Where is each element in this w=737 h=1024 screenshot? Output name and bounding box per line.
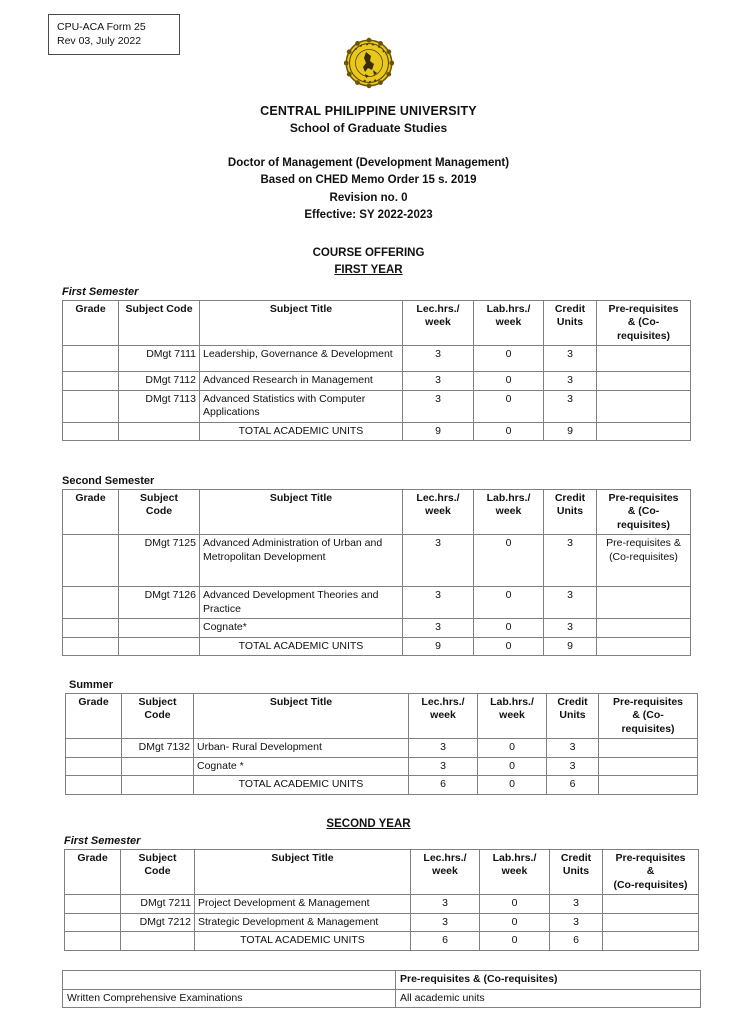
section-first-semester-y2	[64, 835, 699, 951]
col-subject-code: Subject Code	[122, 694, 194, 739]
cell-lec: 3	[403, 535, 474, 587]
cell-prereq	[599, 757, 698, 775]
table-row	[66, 757, 698, 775]
cell-credit: 3	[544, 619, 597, 637]
cell-lec: 3	[403, 390, 474, 422]
col-lab-hours: Lab.hrs./ week	[474, 301, 544, 346]
table-header-row	[63, 301, 691, 346]
cell-lab: 0	[478, 757, 547, 775]
cell-prereq-empty	[599, 776, 698, 794]
cell-lab: 0	[474, 372, 544, 390]
total-credit: 9	[544, 637, 597, 655]
cell-prereq	[597, 372, 691, 390]
total-lec: 6	[411, 932, 480, 950]
cell-title: Strategic Development & Management	[195, 913, 411, 931]
bottom-row-right: All academic units	[396, 989, 701, 1008]
cell-title: Advanced Development Theories and Practice	[200, 587, 403, 619]
cell-grade-empty	[65, 932, 121, 950]
table-total-row	[63, 637, 691, 655]
cell-lab: 0	[480, 895, 550, 913]
section-label: First Semester	[62, 286, 139, 298]
cell-prereq-empty	[597, 422, 691, 440]
form-number: CPU-ACA Form 25	[57, 21, 146, 33]
cell-code: DMgt 7113	[119, 390, 200, 422]
col-lab-hours: Lab.hrs./ week	[474, 490, 544, 535]
cell-prereq-empty	[603, 932, 699, 950]
cell-code-empty	[122, 776, 194, 794]
cell-title: Advanced Statistics with Computer Applications	[200, 390, 403, 422]
total-label: TOTAL ACADEMIC UNITS	[200, 637, 403, 655]
total-label: TOTAL ACADEMIC UNITS	[194, 776, 409, 794]
cell-title: Advanced Research in Management	[200, 372, 403, 390]
total-credit: 9	[544, 422, 597, 440]
university-name: CENTRAL PHILIPPINE UNIVERSITY	[260, 104, 477, 118]
table-row	[66, 739, 698, 757]
table-header-row	[63, 971, 701, 990]
cell-code	[119, 619, 200, 637]
cell-grade	[63, 346, 119, 372]
table-row	[63, 587, 691, 619]
col-lec-hours: Lec.hrs./ week	[409, 694, 478, 739]
col-subject-title: Subject Title	[195, 850, 411, 895]
cell-lec: 3	[403, 372, 474, 390]
total-lec: 9	[403, 637, 474, 655]
revision-number: Revision no. 0	[329, 191, 408, 204]
col-subject-code: Subject Code	[121, 850, 195, 895]
cell-code-empty	[121, 932, 195, 950]
second-year-heading: SECOND YEAR	[326, 818, 411, 830]
cell-code-empty	[119, 637, 200, 655]
cell-grade	[65, 895, 121, 913]
table-total-row	[65, 932, 699, 950]
cell-code-empty	[119, 422, 200, 440]
section-label: Second Semester	[62, 475, 155, 487]
col-lec-hours: Lec.hrs./ week	[403, 301, 474, 346]
table-header-row	[65, 850, 699, 895]
col-subject-title: Subject Title	[194, 694, 409, 739]
effectivity: Effective: SY 2022-2023	[304, 209, 433, 222]
cell-prereq	[603, 895, 699, 913]
cell-credit: 3	[550, 913, 603, 931]
total-lab: 0	[478, 776, 547, 794]
col-subject-title: Subject Title	[200, 301, 403, 346]
cell-prereq	[603, 913, 699, 931]
cell-credit: 3	[547, 739, 599, 757]
cell-title: Project Development & Management	[195, 895, 411, 913]
cell-grade	[63, 619, 119, 637]
cell-lab: 0	[474, 346, 544, 372]
table-row	[63, 619, 691, 637]
total-lab: 0	[474, 422, 544, 440]
col-grade: Grade	[63, 301, 119, 346]
cell-lec: 3	[411, 895, 480, 913]
cell-grade	[63, 587, 119, 619]
cell-title: Urban- Rural Development	[194, 739, 409, 757]
col-subject-title: Subject Title	[200, 490, 403, 535]
table-row	[65, 895, 699, 913]
cell-prereq: Pre-requisites & (Co-requisites)	[597, 535, 691, 587]
cell-prereq	[599, 739, 698, 757]
col-lab-hours: Lab.hrs./ week	[480, 850, 550, 895]
cell-title: Leadership, Governance & Development	[200, 346, 403, 372]
cell-lec: 3	[403, 587, 474, 619]
cell-code: DMgt 7212	[121, 913, 195, 931]
table-row	[63, 390, 691, 422]
cell-credit: 3	[547, 757, 599, 775]
cell-credit: 3	[544, 390, 597, 422]
cell-grade	[65, 913, 121, 931]
cell-lab: 0	[474, 587, 544, 619]
total-label: TOTAL ACADEMIC UNITS	[200, 422, 403, 440]
col-credit-units: Credit Units	[550, 850, 603, 895]
col-prerequisites: Pre-requisites & (Co- requisites)	[599, 694, 698, 739]
cell-grade-empty	[63, 637, 119, 655]
cell-lec: 3	[409, 739, 478, 757]
cell-lec: 3	[411, 913, 480, 931]
col-grade: Grade	[63, 490, 119, 535]
cell-code: DMgt 7112	[119, 372, 200, 390]
cell-prereq	[597, 619, 691, 637]
cell-prereq-empty	[597, 637, 691, 655]
cell-credit: 3	[544, 372, 597, 390]
cell-lab: 0	[478, 739, 547, 757]
comprehensive-exam-table-wrap	[62, 970, 701, 1008]
comprehensive-exam-table	[62, 970, 701, 1008]
section-label: First Semester	[64, 835, 141, 847]
col-grade: Grade	[66, 694, 122, 739]
col-lec-hours: Lec.hrs./ week	[411, 850, 480, 895]
col-credit-units: Credit Units	[544, 490, 597, 535]
col-grade: Grade	[65, 850, 121, 895]
col-subject-code: Subject Code	[119, 490, 200, 535]
cell-grade	[63, 390, 119, 422]
col-subject-code: Subject Code	[119, 301, 200, 346]
cell-lab: 0	[474, 390, 544, 422]
bottom-header-right: Pre-requisites & (Co-requisites)	[396, 971, 701, 990]
cell-title: Cognate *	[194, 757, 409, 775]
bottom-header-left	[63, 971, 396, 990]
course-table	[64, 849, 699, 951]
table-row	[65, 913, 699, 931]
cell-credit: 3	[544, 346, 597, 372]
col-lec-hours: Lec.hrs./ week	[403, 490, 474, 535]
total-lab: 0	[474, 637, 544, 655]
cell-title: Cognate*	[200, 619, 403, 637]
cell-credit: 3	[544, 535, 597, 587]
cell-prereq	[597, 587, 691, 619]
table-row	[63, 346, 691, 372]
first-year-heading: FIRST YEAR	[334, 264, 403, 277]
cell-title: Advanced Administration of Urban and Metropolitan Development	[200, 535, 403, 587]
cell-lab: 0	[474, 535, 544, 587]
col-prerequisites: Pre-requisites & (Co- requisites)	[597, 301, 691, 346]
cell-lec: 3	[403, 619, 474, 637]
program-name: Doctor of Management (Development Management)	[227, 157, 510, 169]
cell-code: DMgt 7211	[121, 895, 195, 913]
cell-grade	[63, 372, 119, 390]
course-offering-heading	[0, 245, 737, 280]
section-first-semester-y1	[62, 286, 691, 441]
table-header-row	[66, 694, 698, 739]
section-second-semester-y1	[62, 475, 691, 656]
bottom-row-left: Written Comprehensive Examinations	[63, 989, 396, 1008]
cell-code: DMgt 7132	[122, 739, 194, 757]
course-table	[65, 693, 698, 795]
cell-grade	[63, 535, 119, 587]
school-name: School of Graduate Studies	[289, 121, 448, 136]
cell-grade-empty	[63, 422, 119, 440]
table-header-row	[63, 490, 691, 535]
cell-prereq	[597, 390, 691, 422]
cell-lec: 3	[403, 346, 474, 372]
table-row	[63, 372, 691, 390]
total-lab: 0	[480, 932, 550, 950]
total-credit: 6	[547, 776, 599, 794]
table-total-row	[66, 776, 698, 794]
cell-grade	[66, 739, 122, 757]
section-summer	[65, 679, 698, 795]
cell-credit: 3	[550, 895, 603, 913]
total-lec: 9	[403, 422, 474, 440]
cell-credit: 3	[544, 587, 597, 619]
document-header	[0, 102, 737, 138]
table-row	[63, 989, 701, 1008]
total-credit: 6	[550, 932, 603, 950]
cpu-seal-logo	[344, 37, 394, 89]
col-credit-units: Credit Units	[544, 301, 597, 346]
cell-code: DMgt 7111	[119, 346, 200, 372]
table-total-row	[63, 422, 691, 440]
col-prerequisites: Pre-requisites & (Co- requisites)	[597, 490, 691, 535]
course-offering-title: COURSE OFFERING	[312, 247, 425, 259]
ched-memo-basis: Based on CHED Memo Order 15 s. 2019	[260, 174, 477, 187]
total-label: TOTAL ACADEMIC UNITS	[195, 932, 411, 950]
table-row	[63, 535, 691, 587]
form-reference-box	[48, 14, 180, 55]
cell-lab: 0	[480, 913, 550, 931]
col-prerequisites: Pre-requisites & (Co-requisites)	[603, 850, 699, 895]
cell-code: DMgt 7125	[119, 535, 200, 587]
cell-lab: 0	[474, 619, 544, 637]
section-label: Summer	[69, 679, 114, 691]
cell-grade-empty	[66, 776, 122, 794]
col-lab-hours: Lab.hrs./ week	[478, 694, 547, 739]
course-table	[62, 489, 691, 656]
total-lec: 6	[409, 776, 478, 794]
form-revision: Rev 03, July 2022	[57, 35, 142, 48]
col-credit-units: Credit Units	[547, 694, 599, 739]
program-info	[0, 155, 737, 225]
cell-code	[122, 757, 194, 775]
cell-lec: 3	[409, 757, 478, 775]
cell-code: DMgt 7126	[119, 587, 200, 619]
cell-grade	[66, 757, 122, 775]
course-table	[62, 300, 691, 441]
cell-prereq	[597, 346, 691, 372]
